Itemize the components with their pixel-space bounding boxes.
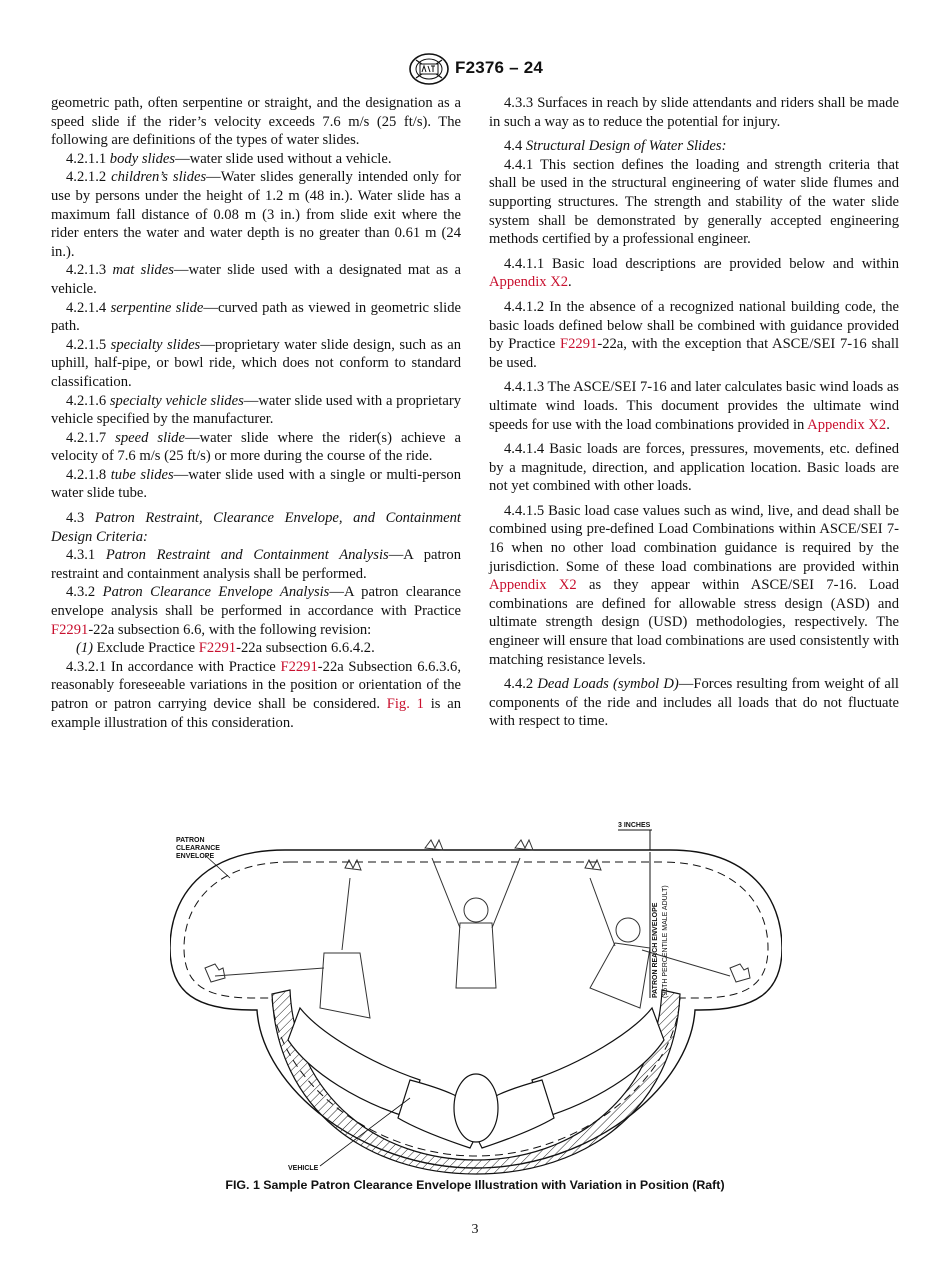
term: serpentine slide <box>110 299 204 316</box>
definition-speed-slide <box>51 429 461 466</box>
section-title: Patron Restraint, Clearance Envelope, and Containment Design Criteria: <box>51 510 461 545</box>
label-3-inches: 3 INCHES <box>618 822 651 829</box>
section-text: -22a subsection 6.6, with the following revision: <box>88 621 372 638</box>
section-text: 4.4.1.3 The ASCE/SEI 7-16 and later calculates basic wind loads as ultimate wind loads. This document provides the ultimate wind speeds for use with the load combinations provided in <box>489 379 899 433</box>
term: body slides <box>109 150 176 167</box>
definition-text: —Water slides generally intended only for use by persons under the height of 1.2 m (48 in.). Water slide has a maximum fall distance of 0.08 m (3 in.) from slide exit where the rider enters the water and water depth is no greater than 0.61 m (24 in.). <box>51 169 461 260</box>
section-title: Dead Loads (symbol D) <box>537 676 679 693</box>
section-text: 4.4.1.2 In the absence of a recognized national building code, the basic loads defined below shall be combined with guidance provided by Practice <box>489 298 899 353</box>
section-number: 4.4.2 <box>504 676 534 693</box>
section-text: —A patron clearance envelope analysis shall be performed in accordance with Practice <box>51 584 462 620</box>
section-text: -22a, with the exception that ASCE/SEI 7-16 shall be used. <box>489 336 900 371</box>
definition-tube-slides <box>51 466 461 503</box>
label-reach-percentile: (95TH PERCENTILE MALE ADULT) <box>662 885 669 998</box>
section-number: 4.3.1 <box>66 547 96 564</box>
section-text: is an example illustration of this consideration. <box>51 696 461 731</box>
definition-specialty-slides <box>51 336 461 392</box>
label-vehicle: VEHICLE <box>288 1165 319 1172</box>
section-number: 4.2.1.4 <box>66 299 107 316</box>
section-4-4-1: 4.4.1 This section defines the loading and strength criteria that shall be used in the structural engineering of water slide flumes and supporting structures. The strength and stability of the water slide system shall be demonstrated by generally accepted engineering methods certified by a professional engineer. <box>489 156 899 248</box>
label-envelope-3: ENVELOPE <box>176 853 215 860</box>
left-column <box>51 94 461 732</box>
section-4-4-1-2 <box>489 298 899 372</box>
page-header <box>0 52 950 86</box>
term: tube slides <box>110 466 174 483</box>
paragraph-intro: geometric path, often serpentine or straight, and the designation as a speed slide if the rider’s velocity exceeds 7.6 m/s (25 ft/s). The following are definitions of the types of water slides. <box>51 95 461 149</box>
section-number: 4.4 <box>504 138 523 155</box>
revision-item-1 <box>51 639 461 658</box>
section-text: . <box>568 274 572 291</box>
definition-text: —water slide used with a proprietary vehicle specified by the manufacturer. <box>51 392 461 428</box>
link-appendix-x2[interactable]: Appendix X2 <box>489 274 569 291</box>
section-text: In accordance with Practice <box>106 658 281 675</box>
section-4-3-1 <box>51 546 461 583</box>
section-number: 4.2.1.5 <box>66 336 107 353</box>
section-text: —A patron restraint and containment analysis shall be performed. <box>51 547 461 582</box>
section-text: as they appear within ASCE/SEI 7-16. Load combinations are defined for allowable stress design (ASD) and ultimate strength design (USD) methodologies, respectively. The engineer will ensure that load combinations are used consistently with matching resistance levels. <box>489 577 899 668</box>
section-title: Patron Restraint and Containment Analysis <box>105 547 389 564</box>
definition-mat-slides <box>51 261 461 298</box>
right-column <box>489 94 899 731</box>
definition-text: —water slide used without a vehicle. <box>175 150 392 167</box>
section-number: 4.3.2.1 <box>66 658 107 675</box>
link-f2291[interactable]: F2291 <box>51 621 89 638</box>
section-4-4-2 <box>489 675 899 731</box>
section-text: 4.4.1.1 Basic load descriptions are provided below and within <box>504 255 899 272</box>
section-4-3 <box>51 509 461 546</box>
definition-specialty-vehicle-slides <box>51 392 461 429</box>
section-number: 4.3.2 <box>66 584 96 601</box>
term: speed slide <box>115 429 185 446</box>
section-4-3-2-1 <box>51 658 461 732</box>
definition-text: —curved path as viewed in geometric slide path. <box>51 299 461 335</box>
label-envelope-2: CLEARANCE <box>176 845 220 852</box>
list-marker: (1) <box>76 640 94 657</box>
section-number: 4.2.1.7 <box>66 429 107 446</box>
label-reach-envelope: PATRON REACH ENVELOPE <box>652 902 659 998</box>
link-f2291[interactable]: F2291 <box>560 336 598 353</box>
section-number: 4.2.1.2 <box>66 169 107 186</box>
link-appendix-x2[interactable]: Appendix X2 <box>807 416 887 433</box>
term: specialty slides <box>110 336 201 353</box>
label-envelope-1: PATRON <box>176 837 205 844</box>
dimension-3-inches <box>618 830 652 998</box>
section-4-4-1-4: 4.4.1.4 Basic loads are forces, pressures, movements, etc. defined by a magnitude, direction, and application location. Basic loads are not yet combined with other loads. <box>489 441 899 495</box>
leader-envelope <box>206 856 230 878</box>
definition-text: —water slide used with a designated mat as a vehicle. <box>51 262 461 297</box>
section-number: 4.2.1.6 <box>66 392 107 409</box>
link-fig-1[interactable]: Fig. 1 <box>386 696 424 712</box>
section-text: 4.4.1.5 Basic load case values such as wind, live, and dead shall be combined using pre-defined Load Combinations within ASCE/SEI 7-16 when no other load combination guidance is required by the jurisdiction. Some of these load combinations are provided within <box>489 502 899 575</box>
section-4-3-2 <box>51 583 461 639</box>
section-4-4-1-5 <box>489 502 899 669</box>
definition-text: —water slide where the rider(s) achieve a velocity of 7.6 m/s (25 ft/s) or more during the course of the ride. <box>51 429 461 465</box>
section-text: —Forces resulting from weight of all components of the ride and includes all loads that do not fluctuate with respect to time. <box>489 676 899 730</box>
section-text: -22a Subsection 6.6.3.6, reasonably foreseeable variations in the position or orientation of the patron or patron carrying device shall be considered. <box>51 658 461 712</box>
section-number: 4.2.1.3 <box>66 262 107 279</box>
section-number: 4.2.1.1 <box>66 150 107 167</box>
page-number: 3 <box>471 1222 479 1237</box>
figure-caption: FIG. 1 Sample Patron Clearance Envelope Illustration with Variation in Position (Raft) <box>225 1178 725 1192</box>
definition-childrens-slides <box>51 168 461 261</box>
section-4-4 <box>489 137 899 156</box>
section-text: -22a subsection 6.6.4.2. <box>236 640 375 657</box>
term: specialty vehicle slides <box>109 392 244 409</box>
astm-logo <box>408 52 450 86</box>
section-title: Patron Clearance Envelope Analysis <box>102 584 330 601</box>
link-appendix-x2[interactable]: Appendix X2 <box>489 577 577 594</box>
section-number: 4.3 <box>66 510 85 527</box>
link-f2291[interactable]: F2291 <box>280 658 318 675</box>
section-4-4-1-3 <box>489 378 899 434</box>
document-id: F2376 – 24 <box>455 58 544 77</box>
term: children’s slides <box>111 169 207 186</box>
figure-clearance-envelope <box>170 818 782 1176</box>
definition-body-slides <box>51 150 461 169</box>
section-number: 4.2.1.8 <box>66 466 107 483</box>
definition-text: —proprietary water slide design, such as an uphill, half-pipe, or bowl ride, which does not conform to standard classification. <box>51 336 462 390</box>
section-4-3-3: 4.3.3 Surfaces in reach by slide attendants and riders shall be made in such a way as to reduce the potential for injury. <box>489 95 899 130</box>
definition-serpentine-slide <box>51 299 461 336</box>
term: mat slides <box>112 262 174 279</box>
section-text: Exclude Practice <box>93 640 199 657</box>
section-4-4-1-1 <box>489 255 899 292</box>
link-f2291[interactable]: F2291 <box>198 640 237 657</box>
section-title: Structural Design of Water Slides: <box>525 138 727 155</box>
section-text: . <box>886 416 890 433</box>
definition-text: —water slide used with a single or multi-person water slide tube. <box>51 466 461 502</box>
